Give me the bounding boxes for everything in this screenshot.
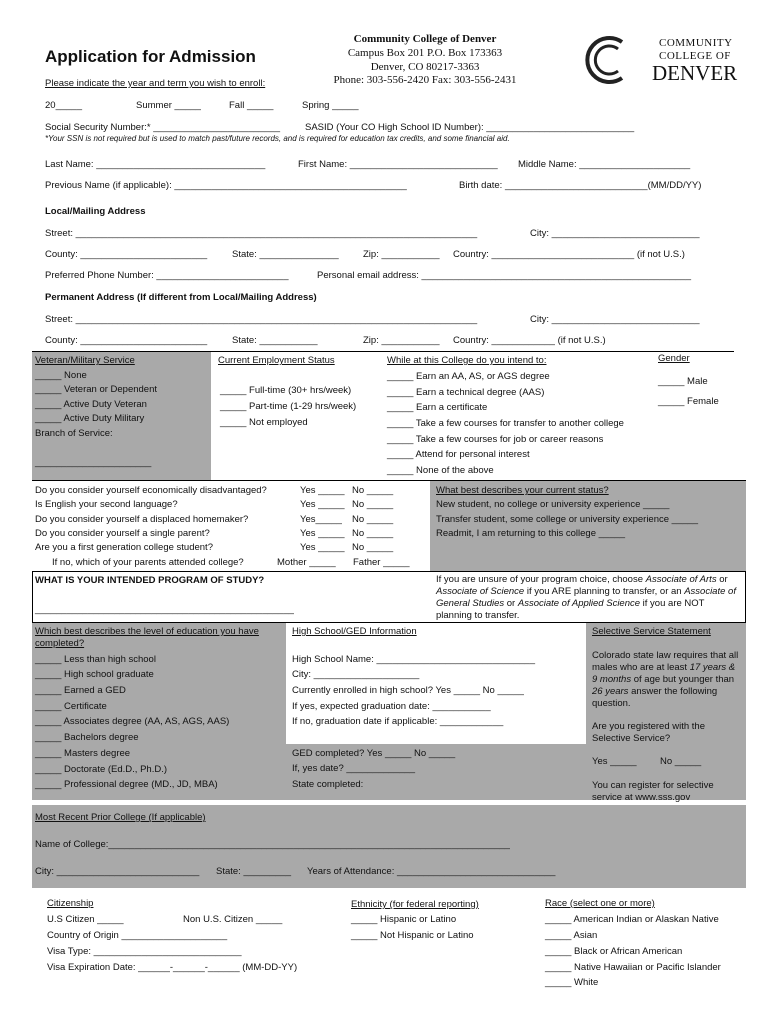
question-single-parent: Do you consider yourself a single parent? (35, 528, 210, 539)
selective-text: Colorado state law requires that all males who are at least 17 years & 9 months of age but younger than 26 years answer the following question. (592, 650, 739, 709)
prior-college-state-field[interactable]: State: _________ (216, 866, 292, 877)
term-year[interactable]: 20_____ (45, 100, 82, 111)
college-phone: Phone: 303-556-2420 Fax: 303-556-2431 (333, 74, 517, 86)
question-economically-disadvantaged: Do you consider yourself economically disadvantaged? (35, 485, 267, 496)
mailing-street-field[interactable]: Street: ____________________________________________________________________________ (45, 228, 478, 239)
logo-text-community: COMMUNITY (659, 37, 733, 49)
highschool-expected-date-field[interactable]: If yes, expected graduation date: ___________ (292, 701, 491, 712)
term-spring[interactable]: Spring _____ (302, 100, 359, 111)
answer-no[interactable]: No _____ (352, 485, 394, 496)
visa-type-field[interactable]: Visa Type: ____________________________ (47, 946, 242, 957)
gender-option-male[interactable]: _____ Male (658, 376, 708, 387)
mailing-heading: Local/Mailing Address (45, 206, 146, 217)
permanent-street-field[interactable]: Street: ____________________________________________________________________________ (45, 314, 478, 325)
term-summer[interactable]: Summer _____ (136, 100, 201, 111)
mailing-state-field[interactable]: State: _______________ (232, 249, 339, 260)
intent-option-aas[interactable]: _____ Earn a technical degree (AAS) (387, 387, 545, 398)
answer-no[interactable]: No _____ (352, 542, 394, 553)
education-option-ged[interactable]: _____ Earned a GED (35, 685, 126, 696)
selective-question: Are you registered with the Selective Service? (592, 721, 706, 744)
middle-name-field[interactable]: Middle Name: _____________________ (518, 159, 691, 170)
term-fall[interactable]: Fall _____ (229, 100, 274, 111)
prior-college-years-field[interactable]: Years of Attendance: ______________________________ (307, 866, 556, 877)
permanent-state-field[interactable]: State: ___________ (232, 335, 318, 346)
race-option-asian[interactable]: _____ Asian (545, 930, 598, 941)
race-option-pacific-islander[interactable]: _____ Native Hawaiian or Pacific Islander (545, 962, 721, 973)
employment-option-fulltime[interactable]: _____ Full-time (30+ hrs/week) (220, 385, 352, 396)
ethnicity-option-not-hispanic[interactable]: _____ Not Hispanic or Latino (351, 930, 474, 941)
education-option-bachelors[interactable]: _____ Bachelors degree (35, 732, 139, 743)
ethnicity-option-hispanic[interactable]: _____ Hispanic or Latino (351, 914, 457, 925)
college-address2: Denver, CO 80217-3363 (370, 61, 480, 73)
veteran-option-none[interactable]: _____ None (35, 370, 87, 381)
highschool-enrolled-field[interactable]: Currently enrolled in high school? Yes _____ No _____ (292, 685, 524, 696)
education-option-certificate[interactable]: _____ Certificate (35, 701, 107, 712)
question-english-second-language: Is English your second language? (35, 499, 178, 510)
race-option-american-indian[interactable]: _____ American Indian or Alaskan Native (545, 914, 719, 925)
us-citizen-field[interactable]: U.S Citizen _____ (47, 914, 124, 925)
country-of-origin-field[interactable]: Country of Origin ____________________ (47, 930, 228, 941)
selective-no[interactable]: No _____ (660, 756, 702, 767)
status-option-readmit[interactable]: Readmit, I am returning to this college _____ (436, 528, 626, 539)
logo-mark-icon (582, 34, 634, 86)
education-option-doctorate[interactable]: _____ Doctorate (Ed.D., Ph.D.) (35, 764, 168, 775)
selective-yes[interactable]: Yes _____ (592, 756, 637, 767)
father-field[interactable]: Father _____ (353, 557, 410, 568)
employment-heading: Current Employment Status (218, 355, 335, 366)
status-heading: What best describes your current status? (436, 485, 609, 496)
previous-name-field[interactable]: Previous Name (if applicable): ____________________________________________ (45, 180, 407, 191)
non-us-citizen-field[interactable]: Non U.S. Citizen _____ (183, 914, 283, 925)
page-title: Application for Admission (45, 47, 256, 66)
question-first-generation: Are you a first generation college student? (35, 542, 213, 553)
question-displaced-homemaker: Do you consider yourself a displaced homemaker? (35, 514, 249, 525)
citizenship-heading: Citizenship (47, 898, 94, 909)
prior-college-heading: Most Recent Prior College (If applicable) (35, 812, 206, 823)
sasid-field[interactable]: SASID (Your CO High School ID Number): ____________________________ (305, 122, 635, 133)
answer-yes[interactable]: Yes_____ (300, 514, 342, 525)
veteran-option-dependent[interactable]: _____ Veteran or Dependent (35, 384, 158, 395)
education-option-less-than-hs[interactable]: _____ Less than high school (35, 654, 156, 665)
education-option-masters[interactable]: _____ Masters degree (35, 748, 131, 759)
intent-option-none[interactable]: _____ None of the above (387, 465, 494, 476)
permanent-city-field[interactable]: City: ____________________________ (530, 314, 700, 325)
veteran-option-active-veteran[interactable]: _____ Active Duty Veteran (35, 399, 147, 410)
intent-heading: While at this College do you intend to: (387, 355, 547, 366)
ged-state-field[interactable]: State completed: (292, 779, 364, 790)
answer-yes[interactable]: Yes _____ (300, 499, 345, 510)
mother-field[interactable]: Mother _____ (277, 557, 336, 568)
answer-no[interactable]: No _____ (352, 528, 394, 539)
birth-date-field[interactable]: Birth date: ___________________________(MM/DD/YY) (459, 180, 702, 191)
prior-college-name-field[interactable]: Name of College:____________________________________________________________________________ (35, 839, 510, 850)
employment-option-none[interactable]: _____ Not employed (220, 417, 308, 428)
selective-heading: Selective Service Statement (592, 626, 711, 637)
branch-label: Branch of Service: (35, 428, 113, 439)
intent-option-personal[interactable]: _____ Attend for personal interest (387, 449, 530, 460)
education-option-associates[interactable]: _____ Associates degree (AA, AS, AGS, AAS) (35, 716, 230, 727)
mailing-zip-field[interactable]: Zip: ___________ (363, 249, 440, 260)
program-field[interactable]: _________________________________________________ (35, 604, 294, 615)
college-logo (582, 34, 742, 86)
highschool-name-field[interactable]: High School Name: ______________________________ (292, 654, 535, 665)
mailing-county-field[interactable]: County: ________________________ (45, 249, 208, 260)
intent-option-aa[interactable]: _____ Earn an AA, AS, or AGS degree (387, 371, 550, 382)
intent-option-career[interactable]: _____ Take a few courses for job or career reasons (387, 434, 604, 445)
visa-expiration-field[interactable]: Visa Expiration Date: ______-______-______ (MM-DD-YY) (47, 962, 298, 973)
answer-yes[interactable]: Yes _____ (300, 542, 345, 553)
permanent-county-field[interactable]: County: ________________________ (45, 335, 208, 346)
intent-option-certificate[interactable]: _____ Earn a certificate (387, 402, 488, 413)
ged-completed-field[interactable]: GED completed? Yes _____ No _____ (292, 748, 456, 759)
permanent-heading: Permanent Address (If different from Local/Mailing Address) (45, 292, 317, 303)
college-address1: Campus Box 201 P.O. Box 173363 (347, 47, 503, 59)
permanent-zip-field[interactable]: Zip: ___________ (363, 335, 440, 346)
college-name: Community College of Denver (353, 33, 497, 45)
mailing-phone-field[interactable]: Preferred Phone Number: _________________________ (45, 270, 289, 281)
status-option-new[interactable]: New student, no college or university experience _____ (436, 499, 670, 510)
ethnicity-heading: Ethnicity (for federal reporting) (351, 899, 479, 910)
first-name-field[interactable]: First Name: ____________________________ (298, 159, 498, 170)
ged-date-field[interactable]: If, yes date? _____________ (292, 763, 416, 774)
branch-field[interactable]: ______________________ (35, 457, 152, 468)
education-option-hs-graduate[interactable]: _____ High school graduate (35, 669, 154, 680)
logo-text-college-of: COLLEGE OF (659, 50, 731, 62)
ssn-field[interactable]: Social Security Number:* ________________________ (45, 122, 281, 133)
employment-option-parttime[interactable]: _____ Part-time (1-29 hrs/week) (220, 401, 357, 412)
gender-option-female[interactable]: _____ Female (658, 396, 719, 407)
question-parents-attended: If no, which of your parents attended college? (52, 557, 244, 568)
logo-text-denver: DENVER (652, 61, 738, 85)
program-note: If you are unsure of your program choice, choose Associate of Arts or Associate of Science if you ARE planning to transfer, or an Associate of General Studies or Associate of Applied Science if you are NOT planning to transfer. (436, 574, 736, 621)
enroll-instruction: Please indicate the year and term you wish to enroll: (45, 78, 266, 89)
gender-heading: Gender (658, 353, 690, 364)
education-option-professional[interactable]: _____ Professional degree (MD., JD, MBA) (35, 779, 218, 790)
answer-yes[interactable]: Yes _____ (300, 485, 345, 496)
race-heading: Race (select one or more) (545, 898, 655, 909)
answer-yes[interactable]: Yes _____ (300, 528, 345, 539)
answer-no[interactable]: No _____ (352, 499, 394, 510)
race-option-black[interactable]: _____ Black or African American (545, 946, 683, 957)
highschool-city-field[interactable]: City: ____________________ (292, 669, 420, 680)
permanent-country-field[interactable]: Country: ____________ (if not U.S.) (453, 335, 606, 346)
mailing-city-field[interactable]: City: ____________________________ (530, 228, 700, 239)
ssn-note: *Your SSN is not required but is used to match past/future records, and is required for education tax credits, and some financial aid. (45, 134, 510, 143)
veteran-option-active-military[interactable]: _____ Active Duty Military (35, 413, 145, 424)
last-name-field[interactable]: Last Name: ________________________________ (45, 159, 266, 170)
education-heading: Which best describes the level of education you have completed? (35, 626, 259, 649)
intent-option-transfer[interactable]: _____ Take a few courses for transfer to another college (387, 418, 624, 429)
status-option-transfer[interactable]: Transfer student, some college or university experience _____ (436, 514, 699, 525)
mailing-email-field[interactable]: Personal email address: ___________________________________________________ (317, 270, 692, 281)
mailing-country-field[interactable]: Country: ___________________________ (if not U.S.) (453, 249, 685, 260)
prior-college-city-field[interactable]: City: ___________________________ (35, 866, 200, 877)
highschool-heading: High School/GED Information (292, 626, 417, 637)
veteran-heading: Veteran/Military Service (35, 355, 135, 366)
highschool-grad-date-field[interactable]: If no, graduation date if applicable: ____________ (292, 716, 504, 727)
race-option-white[interactable]: _____ White (545, 977, 599, 988)
selective-register: You can register for selective service at www.sss.gov (592, 780, 714, 803)
answer-no[interactable]: No _____ (352, 514, 394, 525)
program-heading: WHAT IS YOUR INTENDED PROGRAM OF STUDY? (35, 575, 265, 586)
